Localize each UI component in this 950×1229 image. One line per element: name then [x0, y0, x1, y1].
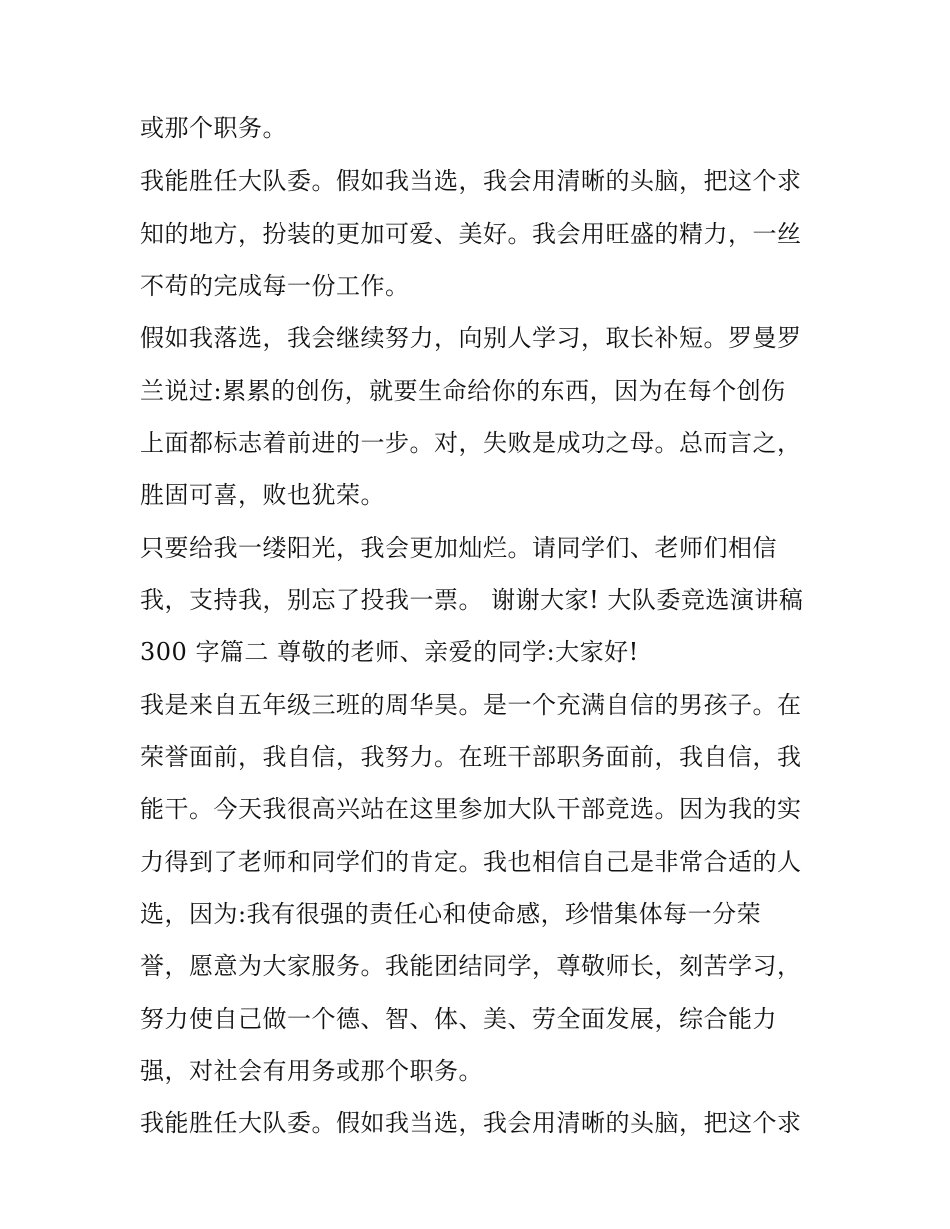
text-line: 强，对社会有用务或那个职务。 [140, 1057, 483, 1085]
text-line: 不苟的完成每一份工作。 [140, 272, 410, 300]
text-line: 我，支持我，别忘了投我一票。 谢谢大家! 大队委竞选演讲稿 [140, 586, 804, 614]
text-line: 上面都标志着前进的一步。对，失败是成功之母。总而言之， [140, 429, 802, 457]
text-line: 誉，愿意为大家服务。我能团结同学，尊敬师长，刻苦学习， [140, 952, 802, 980]
text-line: 力得到了老师和同学们的肯定。我也相信自己是非常合适的人 [140, 848, 802, 876]
text-line: 努力使自己做一个德、智、体、美、劳全面发展，综合能力 [140, 1005, 777, 1033]
text-line: 能干。今天我很高兴站在这里参加大队干部竞选。因为我的实 [140, 795, 802, 823]
text-line: 我能胜任大队委。假如我当选，我会用清晰的头脑，把这个求 [140, 1109, 802, 1137]
text-line: 胜固可喜，败也犹荣。 [140, 481, 385, 509]
text-line: 假如我落选，我会继续努力，向别人学习，取长补短。罗曼罗 [140, 324, 802, 352]
text-line: 我是来自五年级三班的周华昊。是一个充满自信的男孩子。在 [140, 691, 802, 719]
text-line: 荣誉面前，我自信，我努力。在班干部职务面前，我自信，我 [140, 743, 802, 771]
text-line: 知的地方，扮装的更加可爱、美好。我会用旺盛的精力，一丝 [140, 220, 802, 248]
text-line: 兰说过:累累的创伤，就要生命给你的东西，因为在每个创伤 [140, 377, 786, 405]
text-line: 我能胜任大队委。假如我当选，我会用清晰的头脑，把这个求 [140, 167, 802, 195]
text-line: 300 字篇二 尊敬的老师、亲爱的同学:大家好! [140, 638, 639, 666]
text-line: 只要给我一缕阳光，我会更加灿烂。请同学们、老师们相信 [140, 534, 777, 562]
text-line: 或那个职务。 [140, 114, 287, 142]
text-line: 选，因为:我有很强的责任心和使命感，珍惜集体每一分荣 [140, 900, 762, 928]
